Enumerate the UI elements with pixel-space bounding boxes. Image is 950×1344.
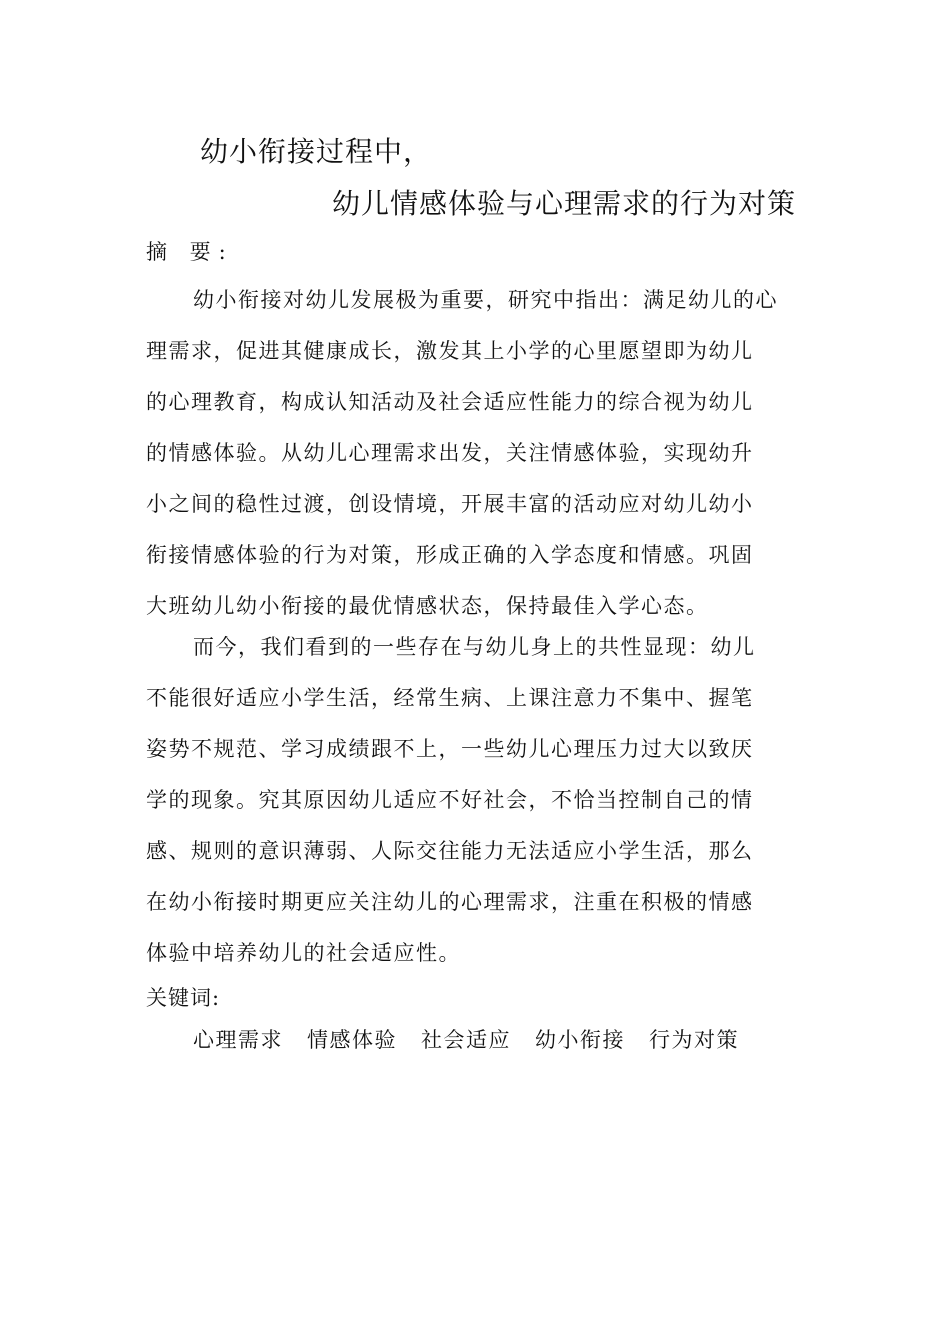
keywords-list (193, 1024, 739, 1054)
paragraph-line: 小之间的稳性过渡，创设情境，开展丰富的活动应对幼儿幼小 (146, 492, 754, 516)
paragraph-line: 体验中培养幼儿的社会适应性。 (146, 941, 461, 965)
paragraph-line: 而今，我们看到的一些存在与幼儿身上的共性显现：幼儿 (193, 635, 756, 659)
abstract-paragraph-1 (146, 275, 806, 632)
paragraph-line: 的情感体验。从幼儿心理需求出发，关注情感体验，实现幼升 (146, 441, 754, 465)
paragraph-line: 大班幼儿幼小衔接的最优情感状态，保持最佳入学心态。 (146, 594, 709, 618)
paragraph-line: 的心理教育，构成认知活动及社会适应性能力的综合视为幼儿 (146, 390, 754, 414)
title-line-1: 幼小衔接过程中， (200, 135, 433, 168)
paragraph-line: 理需求，促进其健康成长，激发其上小学的心里愿望即为幼儿 (146, 339, 754, 363)
keyword: 心理需求 (193, 1028, 283, 1052)
keywords-label: 关键词: (146, 986, 221, 1010)
paragraph-line: 衔接情感体验的行为对策，形成正确的入学态度和情感。巩固 (146, 543, 754, 567)
abstract-label: 摘 要: (146, 240, 234, 264)
abstract-paragraph-2 (146, 622, 806, 979)
title-line-2: 幼儿情感体验与心理需求的行为对策 (332, 187, 797, 220)
paragraph-line: 学的现象。究其原因幼儿适应不好社会，不恰当控制自己的情 (146, 788, 754, 812)
paragraph-line: 不能很好适应小学生活，经常生病、上课注意力不集中、握笔 (146, 686, 754, 710)
paragraph-line: 在幼小衔接时期更应关注幼儿的心理需求，注重在积极的情感 (146, 890, 754, 914)
keyword: 行为对策 (649, 1028, 739, 1052)
paragraph-line: 姿势不规范、学习成绩跟不上，一些幼儿心理压力过大以致厌 (146, 737, 754, 761)
paragraph-line: 幼小衔接对幼儿发展极为重要，研究中指出：满足幼儿的心 (193, 288, 778, 312)
keyword: 幼小衔接 (535, 1028, 625, 1052)
keyword: 社会适应 (421, 1028, 511, 1052)
keyword: 情感体验 (307, 1028, 397, 1052)
paragraph-line: 感、规则的意识薄弱、人际交往能力无法适应小学生活，那么 (146, 839, 754, 863)
